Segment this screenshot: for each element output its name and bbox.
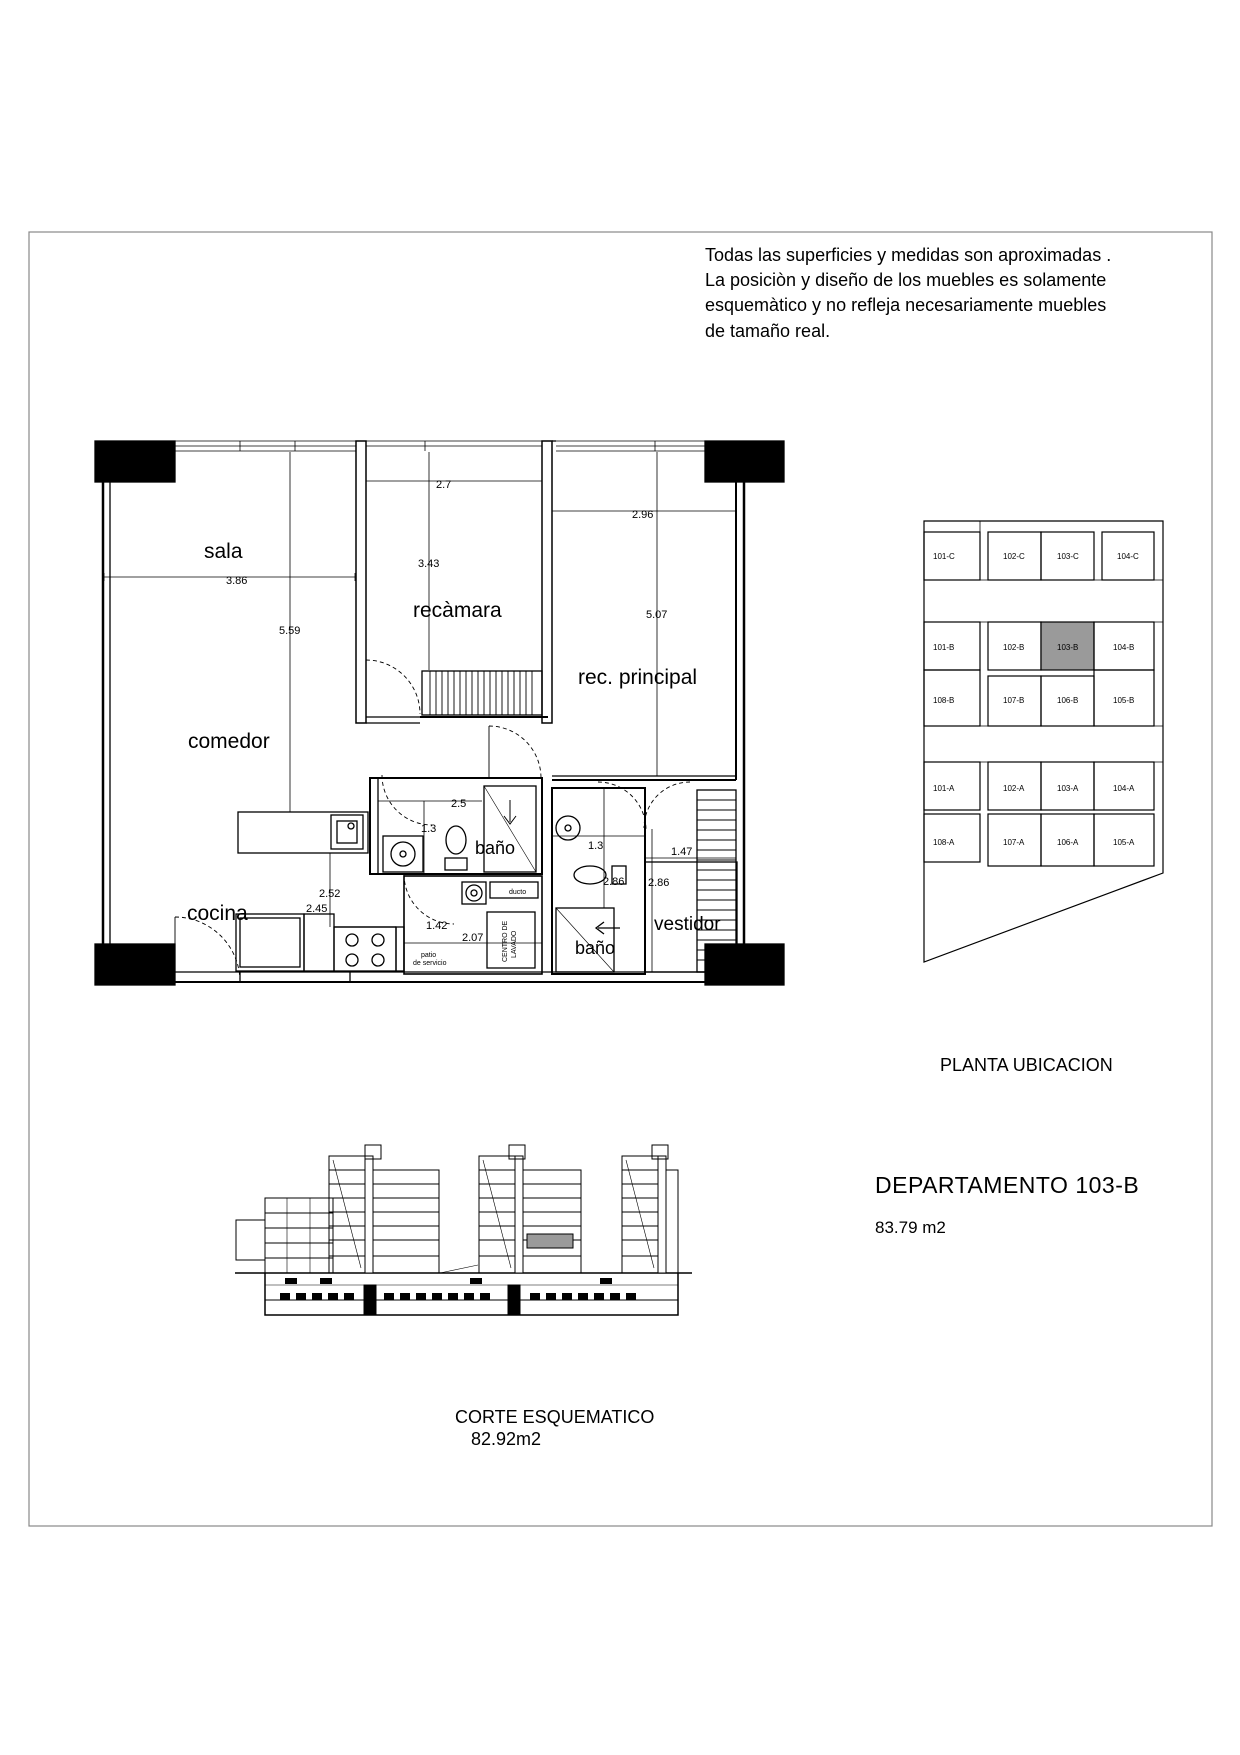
section-caption: CORTE ESQUEMATICO <box>455 1407 655 1427</box>
room-label-patio: patio <box>421 952 437 959</box>
dim-bano1-depth: 1.3 <box>421 823 437 835</box>
dim-principal-depth: 5.07 <box>646 609 668 621</box>
unit-label: 102-C <box>1003 552 1025 561</box>
dim-sala-width: 3.86 <box>226 575 248 587</box>
dim-kitchen-width: 2.45 <box>306 903 328 915</box>
unit-label: 104-A <box>1113 784 1135 793</box>
unit-label: 108-A <box>933 838 955 847</box>
unit-label: 104-C <box>1117 552 1139 561</box>
apartment-area: 83.79 m2 <box>875 1218 946 1237</box>
stove <box>334 927 396 971</box>
dim-recamara-depth: 3.43 <box>418 558 440 570</box>
room-label-patio-2: de servicio <box>413 960 447 967</box>
room-label-lavado-1: CENTRO DE <box>502 920 509 962</box>
unit-label: 106-B <box>1057 696 1079 705</box>
unit-label: 107-B <box>1003 696 1025 705</box>
note-line-2: La posiciòn y diseño de los muebles es solamente <box>705 270 1107 290</box>
room-label-sala: sala <box>204 540 243 563</box>
room-label-vestidor: vestidor <box>654 914 721 935</box>
room-label-ducto: ducto <box>509 889 527 896</box>
row-b-units <box>924 622 1154 726</box>
vestidor-hatch <box>697 800 736 960</box>
principal-walls <box>552 776 736 780</box>
fridge <box>304 914 334 971</box>
dim-recamara-width: 2.7 <box>436 479 452 491</box>
room-label-comedor: comedor <box>188 730 270 753</box>
highlighted-floor <box>527 1234 573 1248</box>
unit-label: 101-A <box>933 784 955 793</box>
room-labels <box>187 540 721 967</box>
unit-label: 104-B <box>1113 643 1135 652</box>
dim-vestidor-depth: 2.86 <box>648 877 670 889</box>
room-label-bano-2: baño <box>575 938 616 958</box>
dim-patio-depth: 1.42 <box>426 920 448 932</box>
dim-vestidor-width: 1.47 <box>671 846 693 858</box>
dim-bano1-width: 2.5 <box>451 798 467 810</box>
unit-label: 105-B <box>1113 696 1135 705</box>
dim-patio-width: 2.07 <box>462 932 484 944</box>
apartment-title: DEPARTAMENTO 103-B <box>875 1172 1140 1198</box>
note-line-1: Todas las superficies y medidas son aproximadas . <box>705 245 1112 265</box>
unit-label: 105-A <box>1113 838 1135 847</box>
unit-label: 107-A <box>1003 838 1025 847</box>
sink-2 <box>556 816 580 840</box>
door-swings <box>175 660 693 982</box>
room-label-lavado-2: LAVADO <box>511 930 518 958</box>
disclaimer-note <box>705 245 1111 341</box>
column-nw <box>95 441 175 482</box>
room-label-rec-principal: rec. principal <box>578 666 698 689</box>
column-sw <box>95 944 175 985</box>
room-label-cocina: cocina <box>187 902 248 925</box>
toilet-1 <box>445 858 467 870</box>
unit-label: 106-A <box>1057 838 1079 847</box>
note-line-3: esquemàtico y no refleja necesariamente muebles <box>705 295 1107 315</box>
parking-cars <box>280 1278 636 1300</box>
unit-label: 102-B <box>1003 643 1025 652</box>
unit-label: 101-B <box>933 643 955 652</box>
dim-kitchen-depth: 2.52 <box>319 888 341 900</box>
location-outline <box>924 521 1163 962</box>
unit-label-highlighted: 103-B <box>1057 643 1079 652</box>
dim-bano2-width: 1.3 <box>588 840 604 852</box>
section-area: 82.92m2 <box>471 1429 542 1449</box>
dim-principal-width: 2.96 <box>632 509 654 521</box>
column-ne <box>705 441 784 482</box>
unit-label: 103-C <box>1057 552 1079 561</box>
recamara-closet <box>422 671 542 715</box>
window-band <box>175 441 705 451</box>
note-line-4: de tamaño real. <box>705 321 831 341</box>
row-a-units <box>924 762 1154 866</box>
location-plan <box>924 521 1163 962</box>
room-label-bano-1: baño <box>475 838 516 858</box>
unit-label: 103-A <box>1057 784 1079 793</box>
closet-hatch <box>430 671 532 715</box>
dim-sala-depth: 5.59 <box>279 625 301 637</box>
location-plan-caption: PLANTA UBICACION <box>940 1055 1113 1075</box>
room-label-recamara: recàmara <box>413 599 502 622</box>
building-section <box>235 1145 692 1315</box>
bathroom-1 <box>370 778 542 874</box>
dimension-lines <box>104 452 736 972</box>
unit-label: 102-A <box>1003 784 1025 793</box>
dim-bano2-depth: 2.86 <box>603 876 625 888</box>
kitchen-sink <box>331 815 363 849</box>
unit-label: 101-C <box>933 552 955 561</box>
unit-label: 108-B <box>933 696 955 705</box>
dining-counter <box>238 812 368 853</box>
location-unit-labels <box>933 552 1139 847</box>
